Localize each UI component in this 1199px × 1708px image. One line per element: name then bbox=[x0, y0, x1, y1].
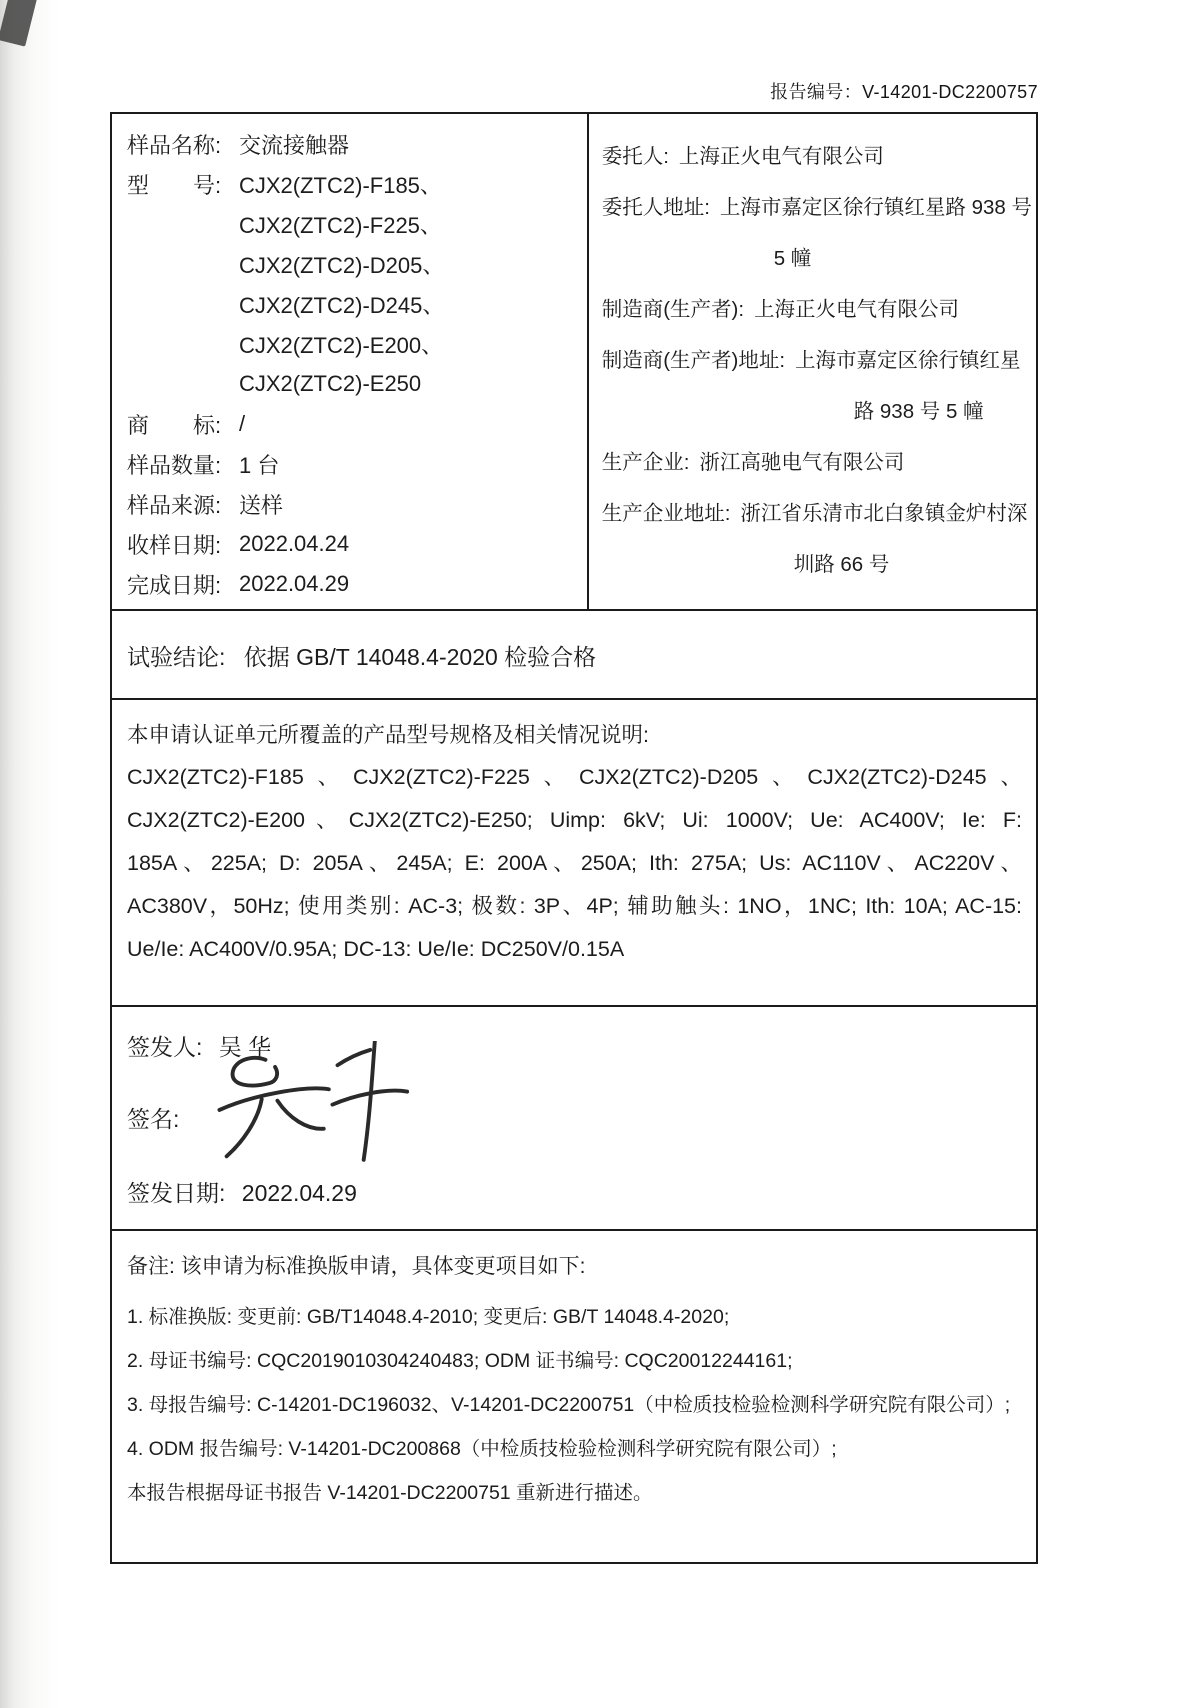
info-section bbox=[112, 114, 1036, 609]
issuer-name: 吴 华 bbox=[218, 1034, 272, 1060]
coverage-line: CJX2(ZTC2)-F185、CJX2(ZTC2)-F225、CJX2(ZTC2)-D205、CJX2(ZTC2)-D245、 bbox=[127, 765, 1022, 789]
factory-label: 生产企业: bbox=[601, 450, 690, 474]
model-line: CJX2(ZTC2)-D245、 bbox=[239, 292, 445, 318]
conclusion-text: 依据 GB/T 14048.4-2020 检验合格 bbox=[243, 644, 597, 670]
factory-address-label: 生产企业地址: bbox=[601, 501, 731, 525]
scan-corner-artifact bbox=[0, 0, 38, 47]
complete-date-value: 2022.04.29 bbox=[239, 571, 350, 596]
model-line: CJX2(ZTC2)-E200、 bbox=[239, 332, 444, 358]
model-line: CJX2(ZTC2)-E250 bbox=[239, 371, 422, 396]
factory-address-row bbox=[602, 485, 1032, 536]
factory-address-line2: 圳路 66 号 bbox=[793, 552, 890, 576]
remark-item: 4. ODM 报告编号: V-14201-DC200868（中检质技检验检测科学研究院有限公司）; bbox=[127, 1438, 837, 1460]
manufacturer-address-line2: 路 938 号 5 幢 bbox=[853, 399, 984, 423]
report-number-label: 报告编号： bbox=[770, 82, 863, 102]
coverage-section bbox=[112, 698, 1036, 1005]
trademark-row bbox=[127, 404, 581, 444]
sign-label: 签名: bbox=[127, 1106, 180, 1132]
manufacturer-value: 上海正火电气有限公司 bbox=[754, 297, 960, 321]
sample-name-label: 样品名称: bbox=[127, 132, 222, 158]
source-label: 样品来源: bbox=[127, 492, 222, 518]
client-row bbox=[602, 128, 1032, 179]
remark-item: 3. 母报告编号: C-14201-DC196032、V-14201-DC2200751（中检质技检验检测科学研究院有限公司）; bbox=[127, 1394, 1011, 1416]
remark-item: 2. 母证书编号: CQC2019010304240483; ODM 证书编号: CQC20012244161; bbox=[127, 1350, 793, 1372]
client-address-line2: 5 幢 bbox=[773, 246, 812, 270]
trademark-label: 商 标: bbox=[127, 412, 222, 438]
issue-date-label: 签发日期: bbox=[127, 1180, 226, 1206]
coverage-title: 本申请认证单元所覆盖的产品型号规格及相关情况说明: bbox=[127, 723, 649, 747]
signature-section bbox=[112, 1005, 1036, 1229]
handwritten-signature bbox=[208, 1041, 418, 1171]
model-row bbox=[127, 164, 581, 204]
complete-date-row bbox=[127, 564, 581, 604]
report-number bbox=[110, 78, 1038, 104]
coverage-line: Ue/Ie: AC400V/0.95A; DC-13: Ue/Ie: DC250V/0.15A bbox=[127, 937, 625, 961]
sample-name-value: 交流接触器 bbox=[239, 132, 350, 158]
remarks-section bbox=[112, 1229, 1036, 1562]
receive-date-row bbox=[127, 524, 581, 564]
quantity-value: 1 台 bbox=[239, 452, 280, 478]
factory-value: 浙江高驰电气有限公司 bbox=[699, 450, 905, 474]
model-label: 型 号: bbox=[127, 172, 222, 198]
sign-label-row bbox=[127, 1101, 179, 1134]
remark-item: 本报告根据母证书报告 V-14201-DC2200751 重新进行描述。 bbox=[127, 1482, 653, 1504]
client-label: 委托人: bbox=[601, 144, 669, 168]
client-address-line1: 上海市嘉定区徐行镇红星路 938 号 bbox=[719, 195, 1032, 219]
conclusion-label: 试验结论: bbox=[127, 644, 226, 670]
quantity-label: 样品数量: bbox=[127, 452, 222, 478]
report-table bbox=[110, 112, 1038, 1564]
client-address-label: 委托人地址: bbox=[601, 195, 710, 219]
complete-date-label: 完成日期: bbox=[127, 572, 222, 598]
conclusion-section bbox=[112, 609, 1036, 698]
sample-name-row bbox=[127, 124, 581, 164]
source-row bbox=[127, 484, 581, 524]
remark-item: 1. 标准换版: 变更前: GB/T14048.4-2010; 变更后: GB/T 14048.4-2020; bbox=[127, 1306, 730, 1328]
manufacturer-row bbox=[602, 281, 1032, 332]
parties-info-cell bbox=[589, 114, 1036, 609]
source-value: 送样 bbox=[239, 492, 284, 518]
trademark-value: / bbox=[239, 411, 246, 436]
factory-row bbox=[602, 434, 1032, 485]
manufacturer-address-line1: 上海市嘉定区徐行镇红星 bbox=[795, 348, 1021, 372]
manufacturer-label: 制造商(生产者): bbox=[601, 297, 745, 321]
quantity-row bbox=[127, 444, 581, 484]
issue-date-value: 2022.04.29 bbox=[241, 1180, 357, 1206]
client-value: 上海正火电气有限公司 bbox=[678, 144, 884, 168]
manufacturer-address-row bbox=[602, 332, 1032, 383]
model-line: CJX2(ZTC2)-F185、 bbox=[239, 172, 442, 198]
manufacturer-address-label: 制造商(生产者)地址: bbox=[601, 348, 786, 372]
remarks-title: 备注: 该申请为标准换版申请，具体变更项目如下: bbox=[127, 1255, 586, 1278]
client-address-row bbox=[602, 179, 1032, 230]
coverage-line: CJX2(ZTC2)-E200、CJX2(ZTC2)-E250; Uimp: 6kV; Ui: 1000V; Ue: AC400V; Ie: F: bbox=[127, 808, 1022, 832]
factory-address-line1: 浙江省乐清市北白象镇金炉村深 bbox=[740, 501, 1028, 525]
receive-date-value: 2022.04.24 bbox=[239, 531, 350, 556]
report-number-value: V-14201-DC2200757 bbox=[862, 82, 1038, 102]
coverage-line: AC380V，50Hz; 使用类别: AC-3; 极数: 3P、4P; 辅助触头: 1NO，1NC; Ith: 10A; AC-15: bbox=[127, 894, 1022, 918]
sample-info-cell bbox=[112, 114, 589, 609]
issue-date-row bbox=[127, 1175, 357, 1208]
coverage-line: 185A、225A; D: 205A、245A; E: 200A、250A; Ith: 275A; Us: AC110V、AC220V、 bbox=[127, 851, 1022, 875]
model-line: CJX2(ZTC2)-F225、 bbox=[239, 212, 442, 238]
model-line: CJX2(ZTC2)-D205、 bbox=[239, 252, 445, 278]
issuer-label: 签发人: bbox=[127, 1034, 203, 1060]
receive-date-label: 收样日期: bbox=[127, 532, 222, 558]
